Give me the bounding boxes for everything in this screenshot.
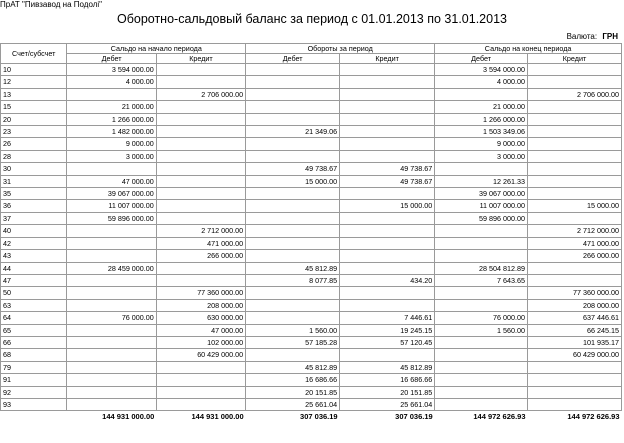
opening-credit-cell: 266 000.00 bbox=[156, 250, 245, 262]
closing-debit-cell bbox=[435, 250, 528, 262]
currency-label: Валюта: bbox=[566, 32, 598, 41]
closing-credit-cell bbox=[528, 101, 622, 113]
currency-info bbox=[567, 32, 618, 41]
turnover-debit-cell bbox=[246, 250, 340, 262]
turnover-debit-cell: 49 738.67 bbox=[246, 163, 340, 175]
closing-debit-cell: 9 000.00 bbox=[435, 138, 528, 150]
turnover-credit-cell bbox=[340, 349, 435, 361]
turnover-debit-cell bbox=[246, 349, 340, 361]
closing-credit-cell: 637 446.61 bbox=[528, 312, 622, 324]
opening-debit-cell: 21 000.00 bbox=[67, 101, 156, 113]
table-row bbox=[1, 200, 622, 212]
turnover-credit-cell: 434.20 bbox=[340, 274, 435, 286]
closing-debit-cell bbox=[435, 349, 528, 361]
turnover-debit-cell: 1 560.00 bbox=[246, 324, 340, 336]
opening-debit-cell bbox=[67, 225, 156, 237]
account-cell: 35 bbox=[1, 188, 67, 200]
closing-credit-cell bbox=[528, 386, 622, 398]
turnover-debit-cell: 16 686.66 bbox=[246, 374, 340, 386]
opening-credit-cell bbox=[156, 262, 245, 274]
opening-credit-cell bbox=[156, 361, 245, 373]
account-cell: 79 bbox=[1, 361, 67, 373]
account-cell: 12 bbox=[1, 76, 67, 88]
opening-debit-cell: 1 482 000.00 bbox=[67, 126, 156, 138]
closing-credit-cell bbox=[528, 126, 622, 138]
closing-credit-cell: 66 245.15 bbox=[528, 324, 622, 336]
opening-debit-cell: 59 896 000.00 bbox=[67, 212, 156, 224]
account-cell: 43 bbox=[1, 250, 67, 262]
opening-debit-cell: 28 459 000.00 bbox=[67, 262, 156, 274]
opening-credit-cell bbox=[156, 163, 245, 175]
total-closing-debit-cell: 144 972 626.93 bbox=[473, 412, 526, 422]
account-cell: 28 bbox=[1, 150, 67, 162]
turnover-credit-cell: 19 245.15 bbox=[340, 324, 435, 336]
opening-debit-cell: 9 000.00 bbox=[67, 138, 156, 150]
closing-debit-cell: 1 266 000.00 bbox=[435, 113, 528, 125]
opening-credit-cell: 208 000.00 bbox=[156, 299, 245, 311]
opening-debit-cell: 47 000.00 bbox=[67, 175, 156, 187]
table-row bbox=[1, 188, 622, 200]
account-cell: 68 bbox=[1, 349, 67, 361]
turnover-credit-cell bbox=[340, 299, 435, 311]
account-cell: 42 bbox=[1, 237, 67, 249]
turnover-debit-cell bbox=[246, 64, 340, 76]
table-row bbox=[1, 398, 622, 410]
turnover-debit-cell bbox=[246, 101, 340, 113]
turnover-credit-cell: 45 812.89 bbox=[340, 361, 435, 373]
closing-credit-cell: 208 000.00 bbox=[528, 299, 622, 311]
turnover-debit-cell bbox=[246, 287, 340, 299]
opening-credit-cell bbox=[156, 274, 245, 286]
opening-credit-cell: 102 000.00 bbox=[156, 336, 245, 348]
table-totals bbox=[1, 411, 622, 423]
opening-debit-cell bbox=[67, 237, 156, 249]
closing-debit-cell: 76 000.00 bbox=[435, 312, 528, 324]
opening-credit-cell bbox=[156, 76, 245, 88]
opening-credit-cell bbox=[156, 212, 245, 224]
opening-credit-cell bbox=[156, 188, 245, 200]
opening-debit-cell bbox=[67, 336, 156, 348]
turnover-debit-cell: 45 812.89 bbox=[246, 361, 340, 373]
turnover-credit-cell: 57 120.45 bbox=[340, 336, 435, 348]
turnover-credit-cell: 15 000.00 bbox=[340, 200, 435, 212]
turnover-debit-cell bbox=[246, 212, 340, 224]
account-cell: 31 bbox=[1, 175, 67, 187]
closing-debit-cell bbox=[435, 336, 528, 348]
opening-credit-cell bbox=[156, 150, 245, 162]
turnover-debit-cell: 8 077.85 bbox=[246, 274, 340, 286]
closing-debit-cell: 39 067 000.00 bbox=[435, 188, 528, 200]
opening-debit-cell: 11 007 000.00 bbox=[67, 200, 156, 212]
account-cell: 65 bbox=[1, 324, 67, 336]
opening-debit-cell: 3 000.00 bbox=[67, 150, 156, 162]
closing-debit-cell: 1 560.00 bbox=[435, 324, 528, 336]
table-row bbox=[1, 175, 622, 187]
header-opening-balance: Сальдо на начало периода bbox=[67, 44, 246, 54]
account-cell: 30 bbox=[1, 163, 67, 175]
closing-debit-cell: 1 503 349.06 bbox=[435, 126, 528, 138]
header-opening-debit: Дебет bbox=[67, 54, 156, 64]
opening-debit-cell: 4 000.00 bbox=[67, 76, 156, 88]
opening-debit-cell bbox=[67, 299, 156, 311]
balance-table bbox=[0, 43, 622, 422]
account-cell: 64 bbox=[1, 312, 67, 324]
total-closing-credit-cell: 144 972 626.93 bbox=[567, 412, 620, 422]
opening-debit-cell bbox=[67, 250, 156, 262]
turnover-debit-cell bbox=[246, 225, 340, 237]
opening-credit-cell bbox=[156, 175, 245, 187]
opening-credit-cell bbox=[156, 101, 245, 113]
closing-credit-cell: 101 935.17 bbox=[528, 336, 622, 348]
closing-debit-cell bbox=[435, 163, 528, 175]
header-closing-credit: Кредит bbox=[528, 54, 622, 64]
closing-credit-cell: 2 706 000.00 bbox=[528, 88, 622, 100]
table-row bbox=[1, 361, 622, 373]
closing-debit-cell: 4 000.00 bbox=[435, 76, 528, 88]
turnover-credit-cell bbox=[340, 113, 435, 125]
opening-credit-cell bbox=[156, 398, 245, 410]
closing-debit-cell bbox=[435, 374, 528, 386]
turnover-credit-cell bbox=[340, 101, 435, 113]
opening-debit-cell: 1 266 000.00 bbox=[67, 113, 156, 125]
total-turnover-debit-cell: 307 036.19 bbox=[300, 412, 338, 422]
account-cell: 47 bbox=[1, 274, 67, 286]
closing-credit-cell bbox=[528, 188, 622, 200]
opening-credit-cell bbox=[156, 113, 245, 125]
closing-debit-cell bbox=[435, 361, 528, 373]
turnover-credit-cell bbox=[340, 138, 435, 150]
table-row bbox=[1, 76, 622, 88]
turnover-credit-cell bbox=[340, 212, 435, 224]
total-account-cell bbox=[1, 411, 67, 423]
closing-credit-cell bbox=[528, 64, 622, 76]
header-turnover-credit: Кредит bbox=[340, 54, 435, 64]
opening-credit-cell: 60 429 000.00 bbox=[156, 349, 245, 361]
closing-debit-cell bbox=[435, 88, 528, 100]
header-turnover-debit: Дебет bbox=[246, 54, 340, 64]
turnover-debit-cell bbox=[246, 299, 340, 311]
turnover-debit-cell: 57 185.28 bbox=[246, 336, 340, 348]
currency-value: ГРН bbox=[602, 32, 618, 41]
account-cell: 26 bbox=[1, 138, 67, 150]
closing-credit-cell bbox=[528, 374, 622, 386]
table-row bbox=[1, 299, 622, 311]
table-row bbox=[1, 126, 622, 138]
closing-debit-cell bbox=[435, 398, 528, 410]
turnover-debit-cell: 21 349.06 bbox=[246, 126, 340, 138]
turnover-credit-cell: 49 738.67 bbox=[340, 163, 435, 175]
turnover-credit-cell: 20 151.85 bbox=[340, 386, 435, 398]
table-header bbox=[1, 44, 622, 64]
opening-credit-cell bbox=[156, 374, 245, 386]
closing-debit-cell: 3 000.00 bbox=[435, 150, 528, 162]
closing-debit-cell bbox=[435, 225, 528, 237]
table-row bbox=[1, 250, 622, 262]
table-row bbox=[1, 274, 622, 286]
account-cell: 20 bbox=[1, 113, 67, 125]
table-row bbox=[1, 225, 622, 237]
opening-debit-cell: 76 000.00 bbox=[67, 312, 156, 324]
turnover-credit-cell bbox=[340, 126, 435, 138]
opening-debit-cell bbox=[67, 88, 156, 100]
table-row bbox=[1, 262, 622, 274]
closing-debit-cell: 28 504 812.89 bbox=[435, 262, 528, 274]
opening-credit-cell bbox=[156, 126, 245, 138]
closing-credit-cell bbox=[528, 163, 622, 175]
opening-debit-cell bbox=[67, 324, 156, 336]
opening-debit-cell bbox=[67, 163, 156, 175]
turnover-credit-cell bbox=[340, 262, 435, 274]
report-title: Оборотно-сальдовый баланс за период с 01.01.2013 по 31.01.2013 bbox=[116, 12, 507, 26]
turnover-debit-cell bbox=[246, 76, 340, 88]
turnover-credit-cell bbox=[340, 225, 435, 237]
totals-row bbox=[1, 411, 622, 423]
account-cell: 23 bbox=[1, 126, 67, 138]
account-cell: 40 bbox=[1, 225, 67, 237]
turnover-credit-cell: 16 686.66 bbox=[340, 374, 435, 386]
table-row bbox=[1, 386, 622, 398]
table-row bbox=[1, 138, 622, 150]
total-turnover-credit-cell: 307 036.19 bbox=[395, 412, 433, 422]
table-row bbox=[1, 101, 622, 113]
account-cell: 13 bbox=[1, 88, 67, 100]
turnover-debit-cell bbox=[246, 188, 340, 200]
closing-credit-cell bbox=[528, 398, 622, 410]
opening-debit-cell: 3 594 000.00 bbox=[67, 64, 156, 76]
table-row bbox=[1, 336, 622, 348]
header-account: Счет/субсчет bbox=[1, 44, 67, 64]
opening-debit-cell bbox=[67, 374, 156, 386]
table-row bbox=[1, 374, 622, 386]
turnover-debit-cell bbox=[246, 200, 340, 212]
opening-debit-cell bbox=[67, 287, 156, 299]
closing-credit-cell bbox=[528, 212, 622, 224]
table-body bbox=[1, 64, 622, 411]
table-row bbox=[1, 212, 622, 224]
turnover-credit-cell bbox=[340, 88, 435, 100]
header-closing-balance: Сальдо на конец периода bbox=[435, 44, 622, 54]
opening-credit-cell bbox=[156, 138, 245, 150]
closing-debit-cell bbox=[435, 287, 528, 299]
turnover-credit-cell: 49 738.67 bbox=[340, 175, 435, 187]
turnover-debit-cell bbox=[246, 138, 340, 150]
account-cell: 36 bbox=[1, 200, 67, 212]
closing-credit-cell: 266 000.00 bbox=[528, 250, 622, 262]
turnover-credit-cell bbox=[340, 237, 435, 249]
closing-debit-cell bbox=[435, 299, 528, 311]
closing-credit-cell: 15 000.00 bbox=[528, 200, 622, 212]
opening-debit-cell bbox=[67, 349, 156, 361]
turnover-credit-cell bbox=[340, 287, 435, 299]
turnover-credit-cell bbox=[340, 150, 435, 162]
closing-credit-cell bbox=[528, 361, 622, 373]
closing-debit-cell bbox=[435, 386, 528, 398]
total-opening-credit-cell: 144 931 000.00 bbox=[191, 412, 244, 422]
turnover-debit-cell bbox=[246, 237, 340, 249]
opening-debit-cell bbox=[67, 386, 156, 398]
table-row bbox=[1, 237, 622, 249]
table-row bbox=[1, 287, 622, 299]
account-cell: 10 bbox=[1, 64, 67, 76]
table-row bbox=[1, 324, 622, 336]
closing-debit-cell bbox=[435, 237, 528, 249]
turnover-credit-cell bbox=[340, 76, 435, 88]
closing-credit-cell bbox=[528, 113, 622, 125]
closing-credit-cell bbox=[528, 138, 622, 150]
opening-debit-cell: 39 067 000.00 bbox=[67, 188, 156, 200]
closing-debit-cell: 59 896 000.00 bbox=[435, 212, 528, 224]
closing-credit-cell: 2 712 000.00 bbox=[528, 225, 622, 237]
turnover-debit-cell bbox=[246, 312, 340, 324]
account-cell: 63 bbox=[1, 299, 67, 311]
closing-credit-cell: 77 360 000.00 bbox=[528, 287, 622, 299]
opening-credit-cell bbox=[156, 200, 245, 212]
table-row bbox=[1, 88, 622, 100]
closing-credit-cell bbox=[528, 274, 622, 286]
closing-credit-cell bbox=[528, 150, 622, 162]
turnover-debit-cell bbox=[246, 88, 340, 100]
account-cell: 91 bbox=[1, 374, 67, 386]
table-row bbox=[1, 150, 622, 162]
opening-credit-cell: 2 706 000.00 bbox=[156, 88, 245, 100]
turnover-credit-cell: 7 446.61 bbox=[340, 312, 435, 324]
opening-debit-cell bbox=[67, 398, 156, 410]
opening-credit-cell bbox=[156, 386, 245, 398]
opening-credit-cell: 2 712 000.00 bbox=[156, 225, 245, 237]
opening-credit-cell: 630 000.00 bbox=[156, 312, 245, 324]
account-cell: 44 bbox=[1, 262, 67, 274]
table-row bbox=[1, 163, 622, 175]
turnover-credit-cell bbox=[340, 188, 435, 200]
closing-debit-cell: 7 643.65 bbox=[435, 274, 528, 286]
total-opening-debit-cell: 144 931 000.00 bbox=[102, 412, 155, 422]
closing-debit-cell: 3 594 000.00 bbox=[435, 64, 528, 76]
account-cell: 15 bbox=[1, 101, 67, 113]
account-cell: 92 bbox=[1, 386, 67, 398]
opening-credit-cell: 47 000.00 bbox=[156, 324, 245, 336]
turnover-debit-cell: 20 151.85 bbox=[246, 386, 340, 398]
turnover-debit-cell: 45 812.89 bbox=[246, 262, 340, 274]
turnover-credit-cell: 25 661.04 bbox=[340, 398, 435, 410]
table-row bbox=[1, 113, 622, 125]
closing-credit-cell bbox=[528, 262, 622, 274]
opening-credit-cell: 77 360 000.00 bbox=[156, 287, 245, 299]
account-cell: 66 bbox=[1, 336, 67, 348]
opening-credit-cell bbox=[156, 64, 245, 76]
table-row bbox=[1, 349, 622, 361]
header-opening-credit: Кредит bbox=[156, 54, 245, 64]
closing-credit-cell bbox=[528, 76, 622, 88]
closing-debit-cell: 11 007 000.00 bbox=[435, 200, 528, 212]
turnover-debit-cell bbox=[246, 113, 340, 125]
closing-debit-cell: 12 261.33 bbox=[435, 175, 528, 187]
opening-debit-cell bbox=[67, 361, 156, 373]
turnover-credit-cell bbox=[340, 64, 435, 76]
closing-credit-cell: 471 000.00 bbox=[528, 237, 622, 249]
table-row bbox=[1, 64, 622, 76]
turnover-debit-cell bbox=[246, 150, 340, 162]
company-name: ПрАТ "Пивзавод на Подолі" bbox=[0, 0, 103, 9]
opening-credit-cell: 471 000.00 bbox=[156, 237, 245, 249]
account-cell: 93 bbox=[1, 398, 67, 410]
turnover-debit-cell: 25 661.04 bbox=[246, 398, 340, 410]
header-closing-debit: Дебет bbox=[435, 54, 528, 64]
turnover-debit-cell: 15 000.00 bbox=[246, 175, 340, 187]
opening-debit-cell bbox=[67, 274, 156, 286]
account-cell: 50 bbox=[1, 287, 67, 299]
closing-debit-cell: 21 000.00 bbox=[435, 101, 528, 113]
closing-credit-cell bbox=[528, 175, 622, 187]
account-cell: 37 bbox=[1, 212, 67, 224]
header-turnover: Обороты за период bbox=[246, 44, 435, 54]
table-row bbox=[1, 312, 622, 324]
closing-credit-cell: 60 429 000.00 bbox=[528, 349, 622, 361]
turnover-credit-cell bbox=[340, 250, 435, 262]
